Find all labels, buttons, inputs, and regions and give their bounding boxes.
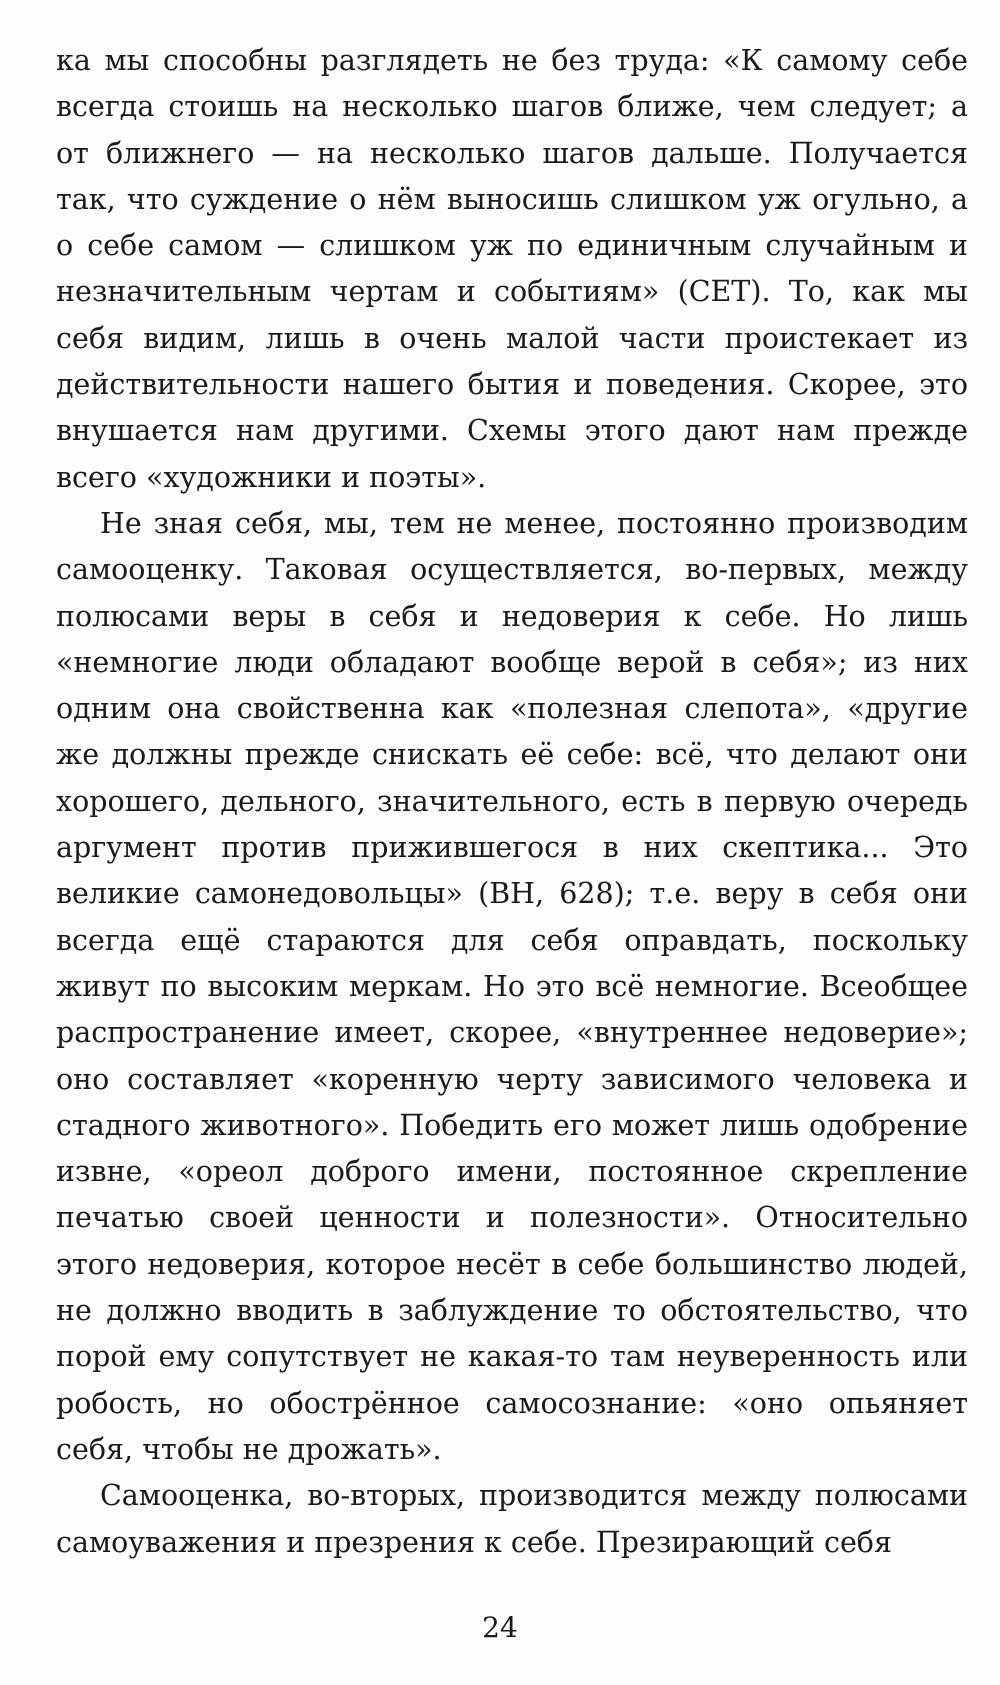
paragraph-3: Самооценка, во-вторых, производится между полюсами самоуважения и презрения к себе. Презирающий себя	[56, 1479, 968, 1559]
body-text	[56, 38, 968, 1566]
paragraph-1: ка мы способны разглядеть не без труда: «К самому себе всегда стоишь на несколько шагов ближе, чем следует; а от ближнего — на несколько шагов дальше. Получается так, что суждение о нём выносишь слишком уж огульно, а о себе самом — слишком уж по единичным случайным и незначительным чертам и событиям» (CET). То, как мы себя видим, лишь в очень малой части проистекает из действительности нашего бытия и поведения. Скорее, это внушается нам другими. Схемы этого дают нам прежде всего «художники и поэты».	[56, 44, 968, 494]
paragraph-2: Не зная себя, мы, тем не менее, постоянно производим самооценку. Таковая осуществляется, во-первых, между полюсами веры в себя и недоверия к себе. Но лишь «немногие люди обладают вообще верой в себя»; из них одним она свойственна как «полезная слепота», «другие же должны прежде снискать её себе: всё, что делают они хорошего, дельного, значительного, есть в первую очередь аргумент против прижившегося в них скептика... Это великие самонедовольцы» (ВН, 628); т.е. веру в себя они всегда ещё стараются для себя оправдать, поскольку живут по высоким меркам. Но это всё немногие. Всеобщее распространение имеет, скорее, «внутреннее недоверие»; оно составляет «коренную черту зависимого человека и стадного животного». Победить его может лишь одобрение извне, «ореол доброго имени, постоянное скрепление печатью своей ценности и полезности». Относительно этого недоверия, которое несёт в себе большинство людей, не должно вводить в заблуждение то обстоятельство, что порой ему сопутствует не какая-то там неуверенность или робость, но обострённое самосознание: «оно опьяняет себя, чтобы не дрожать».	[56, 506, 968, 1466]
page-number: 24	[482, 1611, 518, 1644]
